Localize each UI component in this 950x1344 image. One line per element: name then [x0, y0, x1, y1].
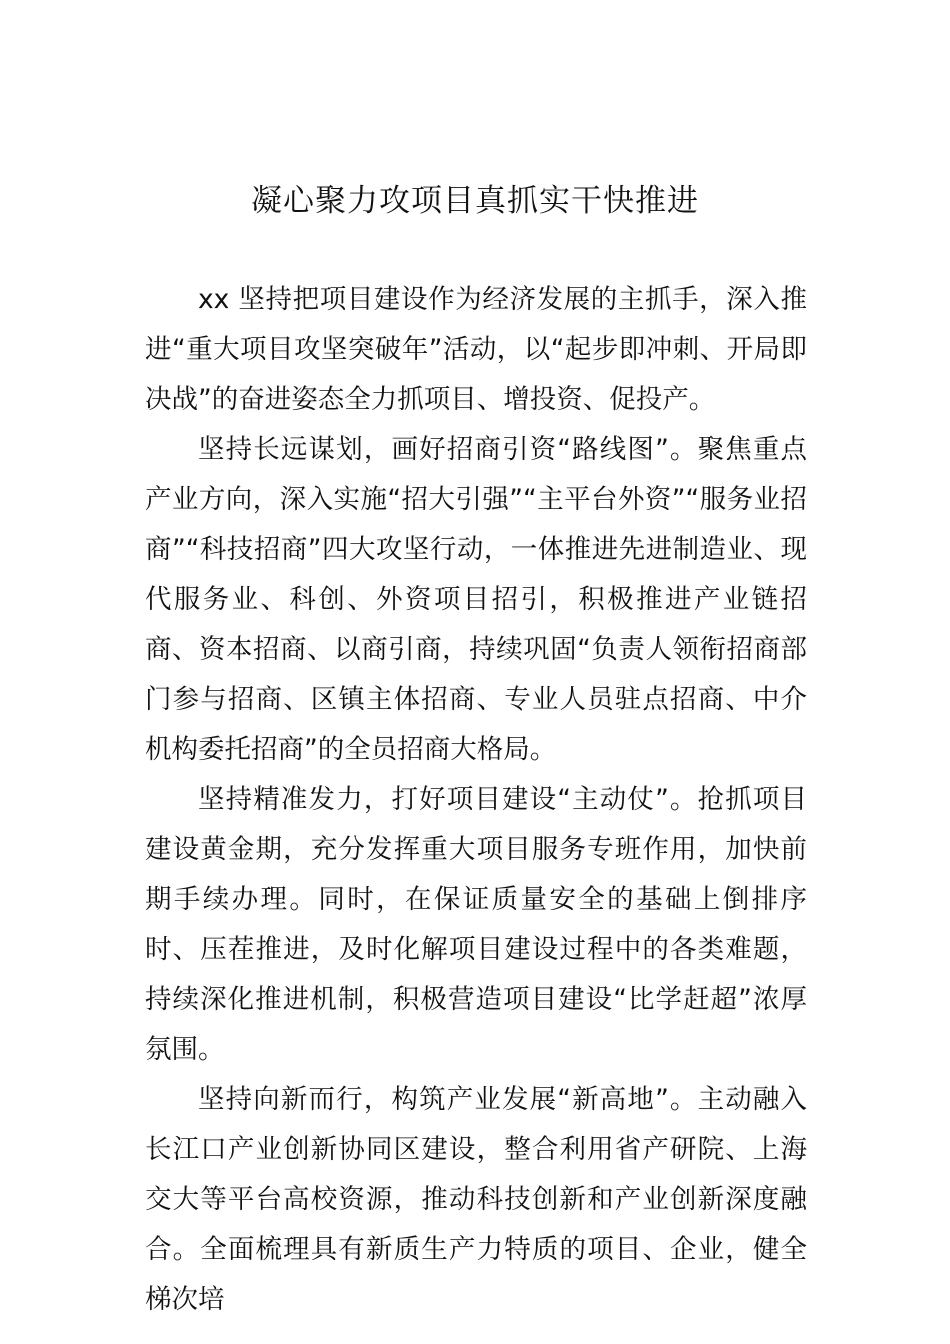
paragraph-innovation: 坚持向新而行，构筑产业发展“新高地”。主动融入长江口产业创新协同区建设，整合利用省产研院、上海交大等平台高校资源，推动科技创新和产业创新深度融合。全面梳理具有新质生产力特质的项目、企业，健全梯次培 — [145, 1084, 807, 1315]
document-body — [145, 275, 807, 1325]
paragraph-investment: 坚持长远谋划，画好招商引资“路线图”。聚焦重点产业方向，深入实施“招大引强”“主平台外资”“服务业招商”“科技招商”四大攻坚行动，一体推进先进制造业、现代服务业、科创、外资项目招引，积极推进产业链招商、资本招商、以商引商，持续巩固“负责人领衔招商部门参与招商、区镇主体招商、专业人员驻点招商、中介机构委托招商”的全员招商大格局。 — [145, 434, 807, 765]
document-title: 凝心聚力攻项目真抓实干快推进 — [251, 183, 699, 219]
paragraph-construction: 坚持精准发力，打好项目建设“主动仗”。抢抓项目建设黄金期，充分发挥重大项目服务专班作用，加快前期手续办理。同时，在保证质量安全的基础上倒排序时、压茬推进，及时化解项目建设过程中的各类难题，持续深化推进机制，积极营造项目建设“比学赶超”浓厚氛围。 — [145, 784, 807, 1065]
paragraph-intro: xx 坚持把项目建设作为经济发展的主抓手，深入推进“重大项目攻坚突破年”活动，以“起步即冲刺、开局即决战”的奋进姿态全力抓项目、增投资、促投产。 — [145, 284, 807, 415]
